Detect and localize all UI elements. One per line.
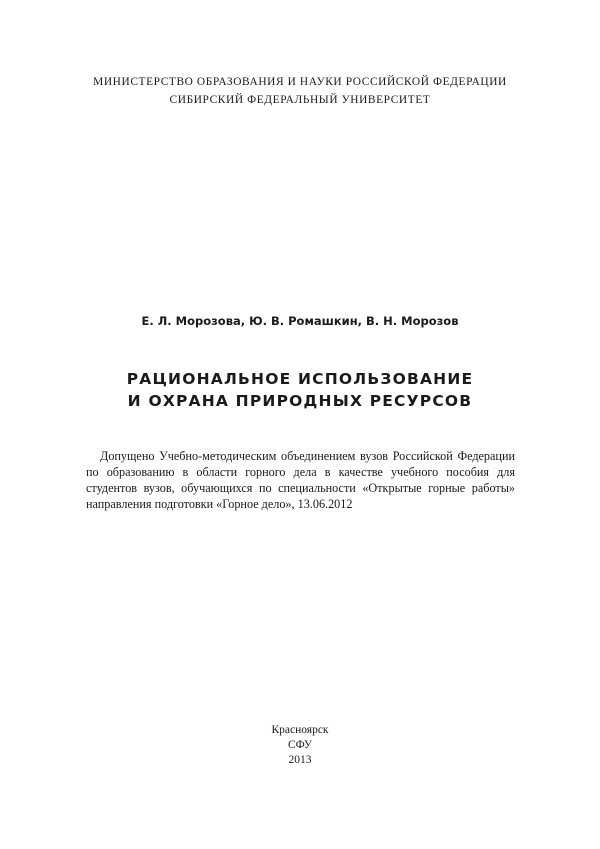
authors: Е. Л. Морозова, Ю. В. Ромашкин, В. Н. Морозов — [141, 314, 459, 328]
imprint-year: 2013 — [288, 754, 312, 766]
imprint — [0, 723, 600, 768]
book-title — [0, 368, 600, 412]
approval-statement: Допущено Учебно-методическим объединением вузов Российской Федерации по образованию в области горного дела в качестве учебного пособия для студентов вузов, обучающихся по специальности «Открытые горные работы» направления подготовки «Горное дело», 13.06.2012 — [86, 449, 515, 511]
title-line-2: И ОХРАНА ПРИРОДНЫХ РЕСУРСОВ — [127, 392, 473, 410]
title-line-1: РАЦИОНАЛЬНОЕ ИСПОЛЬЗОВАНИЕ — [126, 370, 474, 388]
university-name: СИБИРСКИЙ ФЕДЕРАЛЬНЫЙ УНИВЕРСИТЕТ — [169, 94, 431, 106]
institution-header — [0, 73, 600, 109]
ministry-name: МИНИСТЕРСТВО ОБРАЗОВАНИЯ И НАУКИ РОССИЙСКОЙ ФЕДЕРАЦИИ — [93, 76, 507, 88]
imprint-city: Красноярск — [271, 724, 329, 736]
imprint-publisher: СФУ — [287, 739, 313, 751]
